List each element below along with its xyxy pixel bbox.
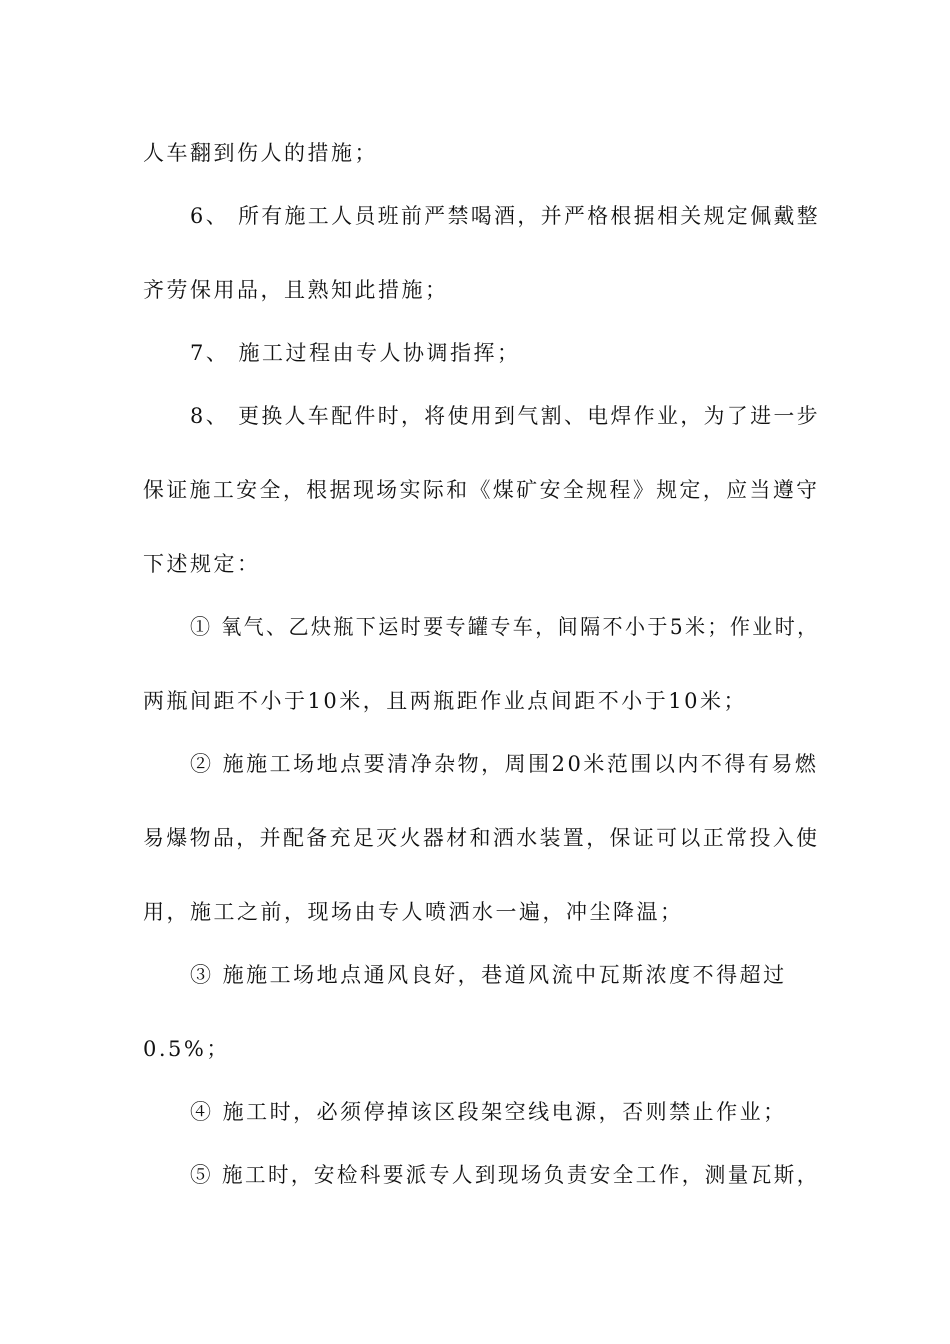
text-line-8: ① 氧气、乙炔瓶下运时要专罐专车，间隔不小于5米；作业时， bbox=[190, 615, 820, 639]
text-line-3: 齐劳保用品，且熟知此措施； bbox=[143, 278, 449, 302]
text-line-7: 下述规定： bbox=[143, 552, 261, 576]
text-line-16: ⑤ 施工时，安检科要派专人到现场负责安全工作，测量瓦斯， bbox=[190, 1163, 820, 1187]
text-line-4: 7、 施工过程由专人协调指挥； bbox=[190, 341, 521, 365]
text-line-11: 易爆物品，并配备充足灭火器材和洒水装置，保证可以正常投入使 bbox=[143, 826, 820, 850]
text-line-9: 两瓶间距不小于10米，且两瓶距作业点间距不小于10米； bbox=[143, 689, 747, 713]
text-line-15: ④ 施工时，必须停掉该区段架空线电源，否则禁止作业； bbox=[190, 1100, 787, 1124]
text-line-5: 8、 更换人车配件时，将使用到气割、电焊作业，为了进一步 bbox=[190, 404, 821, 428]
text-line-6: 保证施工安全，根据现场实际和《煤矿安全规程》规定，应当遵守 bbox=[143, 478, 820, 502]
text-line-14: 0.5%； bbox=[143, 1037, 230, 1061]
text-line-12: 用，施工之前，现场由专人喷洒水一遍，冲尘降温； bbox=[143, 900, 684, 924]
text-line-13: ③ 施施工场地点通风良好，巷道风流中瓦斯浓度不得超过 bbox=[190, 963, 787, 987]
text-line-10: ② 施施工场地点要清净杂物，周围20米范围以内不得有易燃 bbox=[190, 752, 819, 776]
text-line-1: 人车翻到伤人的措施； bbox=[143, 141, 378, 165]
text-line-2: 6、 所有施工人员班前严禁喝酒，并严格根据相关规定佩戴整 bbox=[190, 204, 821, 228]
